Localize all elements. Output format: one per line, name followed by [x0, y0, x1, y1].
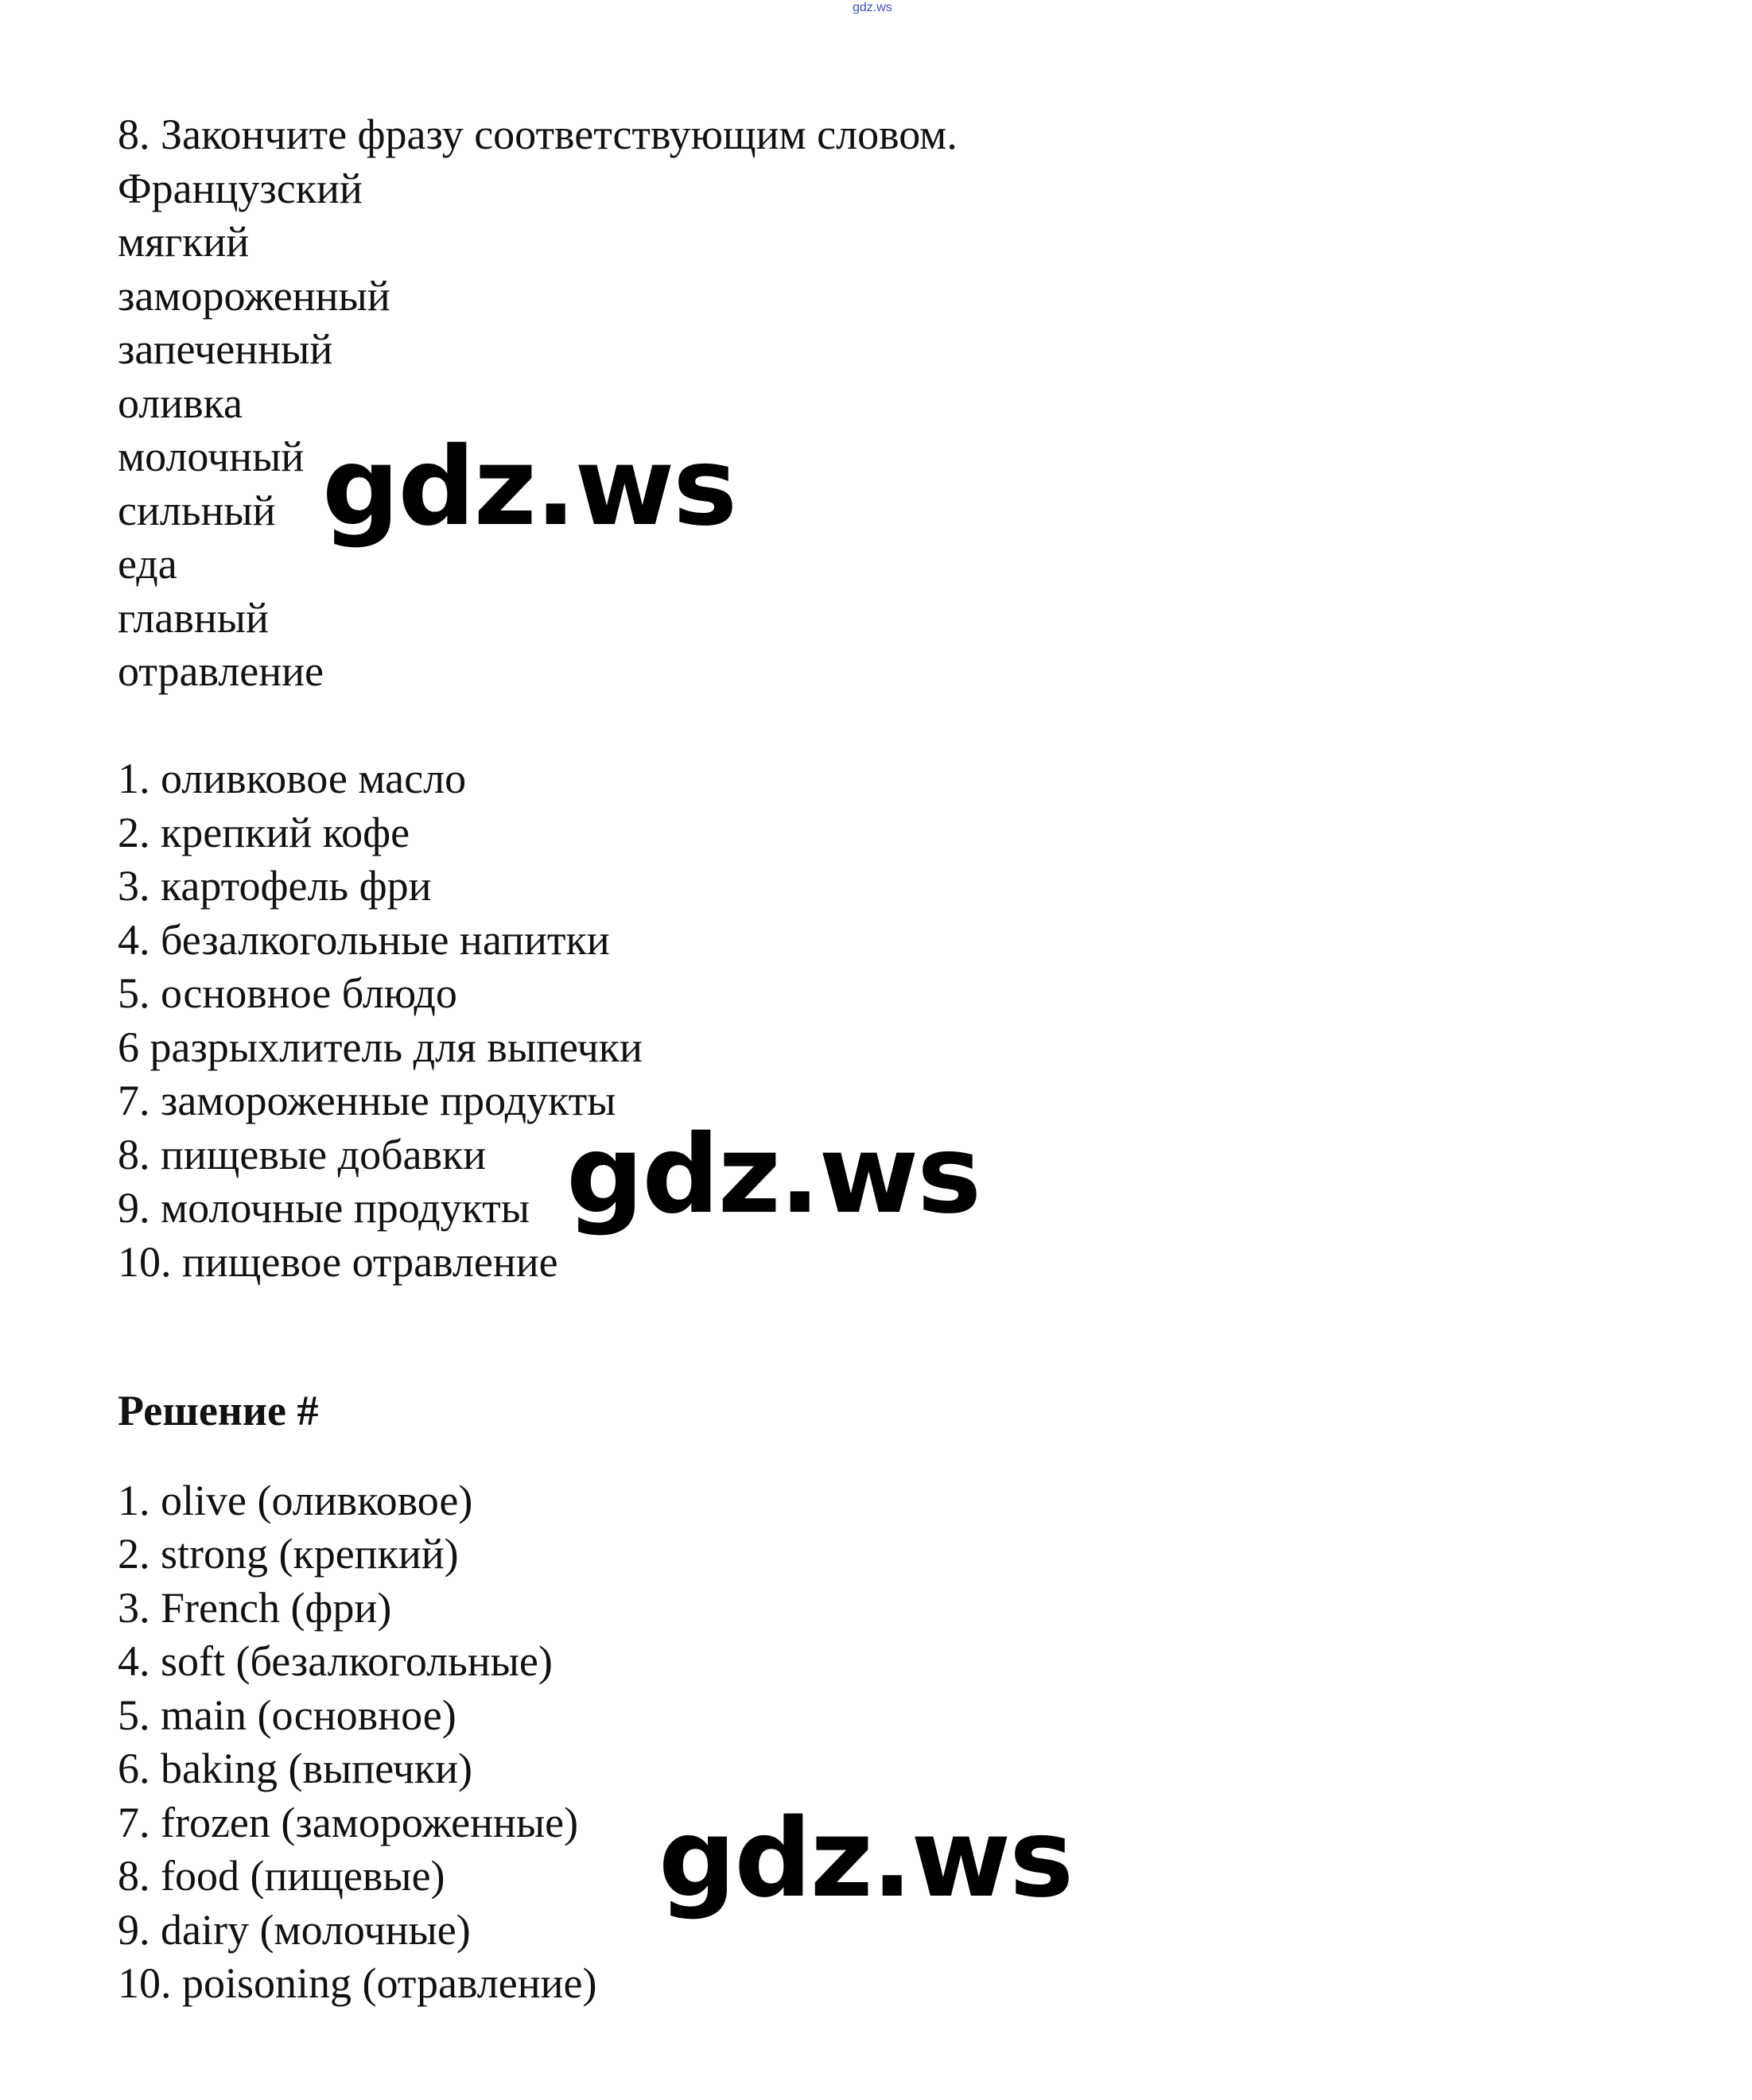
header-watermark: gdz.ws	[853, 1, 892, 14]
answer-item: 3. French (фри)	[118, 1583, 392, 1632]
word-item: оливка	[118, 378, 243, 427]
task-title: 8. Закончите фразу соответствующим словом.	[118, 111, 958, 158]
word-item: отравление	[118, 647, 324, 695]
phrase-item: 10. пищевое отравление	[118, 1237, 558, 1286]
watermark-logo: gdz.ws	[322, 425, 736, 550]
phrase-item: 9. молочные продукты	[118, 1184, 530, 1232]
answer-item: 2. strong (крепкий)	[118, 1530, 459, 1578]
word-item: еда	[118, 540, 177, 588]
word-item: запеченный	[118, 325, 333, 373]
answer-item: 7. frozen (замороженные)	[118, 1798, 579, 1846]
word-item: мягкий	[118, 218, 250, 266]
answer-list	[118, 1474, 1311, 2011]
word-item: молочный	[118, 433, 305, 480]
answer-item: 4. soft (безалкогольные)	[118, 1637, 553, 1685]
phrase-item: 6 разрыхлитель для выпечки	[118, 1023, 643, 1071]
word-item: главный	[118, 593, 269, 642]
phrase-item: 5. основное блюдо	[118, 969, 457, 1017]
phrase-item: 1. оливковое масло	[118, 755, 467, 802]
word-item: замороженный	[118, 271, 390, 320]
answer-item: 6. baking (выпечки)	[118, 1745, 473, 1792]
phrase-item: 8. пищевые добавки	[118, 1130, 487, 1178]
answer-item: 5. main (основное)	[118, 1690, 456, 1739]
watermark-logo: gdz.ws	[658, 1796, 1073, 1922]
phrase-item: 2. крепкий кофе	[118, 808, 410, 856]
document-page	[118, 108, 1311, 2011]
answer-item: 9. dairy (молочные)	[118, 1905, 471, 1954]
watermark-logo: gdz.ws	[566, 1112, 981, 1238]
phrase-item: 7. замороженные продукты	[118, 1077, 616, 1124]
spacer	[118, 1438, 1311, 1474]
word-item: Французский	[118, 164, 363, 212]
phrase-item: 4. безалкогольные напитки	[118, 915, 610, 964]
answer-item: 8. food (пищевые)	[118, 1852, 445, 1900]
spacer	[118, 1289, 1311, 1384]
answer-item: 10. poisoning (отравление)	[118, 1959, 597, 2007]
word-item: сильный	[118, 486, 276, 534]
phrase-item: 3. картофель фри	[118, 862, 432, 910]
answer-item: 1. olive (оливковое)	[118, 1476, 473, 1524]
spacer	[118, 699, 1311, 753]
solution-heading: Решение #	[118, 1387, 319, 1434]
